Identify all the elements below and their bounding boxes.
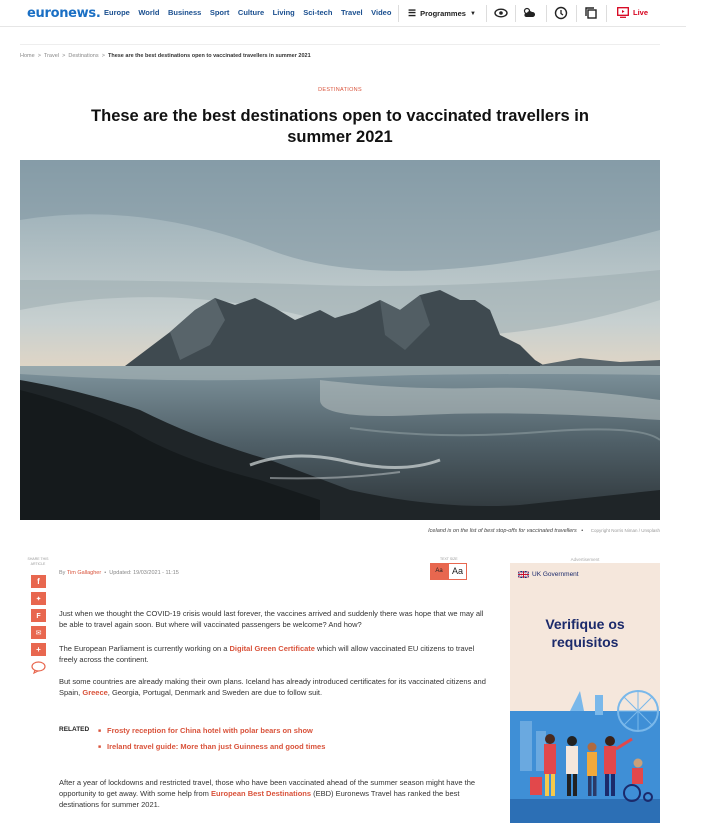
top-nav xyxy=(0,0,686,27)
paragraph-1: Just when we thought the COVID-19 crisis would last forever, the vaccines arrived and suddenly there was hope that we may all be able to travel again soon. But where will vaccinated passengers be welcome? And how? xyxy=(59,609,484,629)
tv-icon xyxy=(617,7,629,18)
clock-icon[interactable] xyxy=(554,6,568,20)
nav-link-culture[interactable]: Culture xyxy=(237,8,265,17)
union-jack-icon xyxy=(518,571,529,578)
menu-icon: ☰ xyxy=(408,8,417,18)
paragraph-4-text: (EBD) Euronews Travel has ranked the best destinations for summer 2021. xyxy=(59,789,460,809)
updated-time: Updated: 19/03/2021 - 11:15 xyxy=(109,570,179,576)
byline: By Tim Gallagher • Updated: 19/03/2021 - 11:15 xyxy=(59,570,179,576)
paragraph-2-text: which will allow vaccinated EU citizens to travel freely across the continent. xyxy=(59,644,475,664)
image-copyright: Copyright Norris Niman / Unsplash xyxy=(590,528,660,533)
breadcrumb-travel[interactable]: Travel xyxy=(43,53,59,59)
byline-prefix: By xyxy=(59,570,66,576)
weather-icon[interactable] xyxy=(522,6,536,20)
comment-icon[interactable] xyxy=(31,661,46,674)
digital-green-certificate-link[interactable]: Digital Green Certificate xyxy=(229,644,315,653)
uk-government-brand xyxy=(518,571,579,578)
plus-icon: + xyxy=(36,645,41,654)
breadcrumb-sep: > xyxy=(101,53,105,59)
nav-link-europe[interactable]: Europe xyxy=(104,8,130,17)
breadcrumb-sep: > xyxy=(37,53,41,59)
share-label: SHARE THIS ARTICLE xyxy=(27,557,49,566)
flipboard-share-button[interactable] xyxy=(31,609,46,622)
breadcrumb xyxy=(20,53,311,59)
caption-dot: • xyxy=(581,528,584,534)
nav-link-business[interactable]: Business xyxy=(167,8,202,17)
euronews-logo[interactable]: euronews. xyxy=(27,6,101,21)
nav-links xyxy=(104,8,400,17)
email-share-button[interactable] xyxy=(31,626,46,639)
nav-divider xyxy=(546,5,547,22)
paragraph-4 xyxy=(59,777,490,810)
article-title: These are the best destinations open to vaccinated travellers in summer 2021 xyxy=(91,107,589,146)
caption-text: Iceland is on the list of best stop-offs for vaccinated travellers xyxy=(428,528,577,534)
chevron-down-icon: ▼ xyxy=(469,10,476,17)
nav-link-living[interactable]: Living xyxy=(272,8,295,17)
divider xyxy=(20,44,660,45)
nav-divider xyxy=(606,5,607,22)
programmes-label: Programmes xyxy=(420,9,466,18)
european-best-destinations-link[interactable]: European Best Destinations xyxy=(211,789,312,798)
ad-headline-line-2: requisitos xyxy=(551,634,619,650)
uk-government-text: UK Government xyxy=(532,571,579,578)
advertisement-banner[interactable] xyxy=(510,563,660,823)
iceland-landscape-image xyxy=(20,160,660,520)
paragraph-2-text: The European Parliament is currently working on a xyxy=(59,644,230,653)
text-size-small-button[interactable]: Aa xyxy=(430,563,448,580)
hero-image xyxy=(20,160,660,520)
text-size-large-button[interactable]: Aa xyxy=(448,563,467,580)
related-link-1[interactable]: ■ Frosty reception for China hotel with polar bears on show xyxy=(98,726,313,735)
flipboard-icon: F xyxy=(36,613,41,620)
nav-divider xyxy=(398,5,399,22)
image-caption xyxy=(20,528,660,534)
nav-divider xyxy=(576,5,577,22)
ad-headline xyxy=(510,615,660,651)
breadcrumb-home[interactable]: Home xyxy=(20,53,35,59)
paragraph-4-text: After a year of lockdowns and restricted travel, those who have been vaccinated ahead of the summer season might have the opportunity to get away. With some help from xyxy=(59,778,476,798)
facebook-icon: f xyxy=(37,577,40,586)
breadcrumb-current: These are the best destinations open to vaccinated travellers in summer 2021 xyxy=(107,53,311,59)
related-label: RELATED xyxy=(59,726,90,733)
text-size-label: TEXT SIZE xyxy=(440,557,458,561)
nav-divider xyxy=(515,5,516,22)
ad-headline-line-1: Verifique os xyxy=(545,616,625,632)
greece-link[interactable]: Greece xyxy=(82,688,108,697)
paragraph-2 xyxy=(59,643,490,665)
twitter-icon: ✦ xyxy=(35,596,42,603)
nav-link-world[interactable]: World xyxy=(138,8,160,17)
email-icon: ✉ xyxy=(35,630,42,637)
live-button[interactable] xyxy=(617,7,648,18)
nav-link-travel[interactable]: Travel xyxy=(340,8,363,17)
eye-icon[interactable] xyxy=(494,6,508,20)
breadcrumb-sep: > xyxy=(62,53,66,59)
nav-link-sport[interactable]: Sport xyxy=(209,8,230,17)
travellers-illustration xyxy=(510,681,660,823)
copy-icon[interactable] xyxy=(584,6,598,20)
paragraph-3 xyxy=(59,676,490,698)
paragraph-3-text: , Georgia, Portugal, Denmark and Sweden are due to follow suit. xyxy=(107,688,323,697)
nav-divider xyxy=(486,5,487,22)
author-link[interactable]: Tim Gallagher xyxy=(66,570,102,576)
nav-link-scitech[interactable]: Sci-tech xyxy=(303,8,333,17)
facebook-share-button[interactable] xyxy=(31,575,46,588)
related-link-2[interactable]: ■ Ireland travel guide: More than just Guinness and good times xyxy=(98,742,325,751)
live-label: Live xyxy=(633,8,649,17)
advertisement-label: Advertisement xyxy=(570,557,600,562)
breadcrumb-destinations[interactable]: Destinations xyxy=(68,53,99,59)
category-label[interactable]: DESTINATIONS xyxy=(318,87,362,93)
twitter-share-button[interactable] xyxy=(31,592,46,605)
programmes-menu[interactable] xyxy=(408,8,476,19)
nav-link-video[interactable]: Video xyxy=(371,8,392,17)
more-share-button[interactable] xyxy=(31,643,46,656)
paragraph-3-text: But some countries are already making their own plans. Iceland has already introduced certificates for its vaccinated citizens and Spain, xyxy=(59,677,486,697)
